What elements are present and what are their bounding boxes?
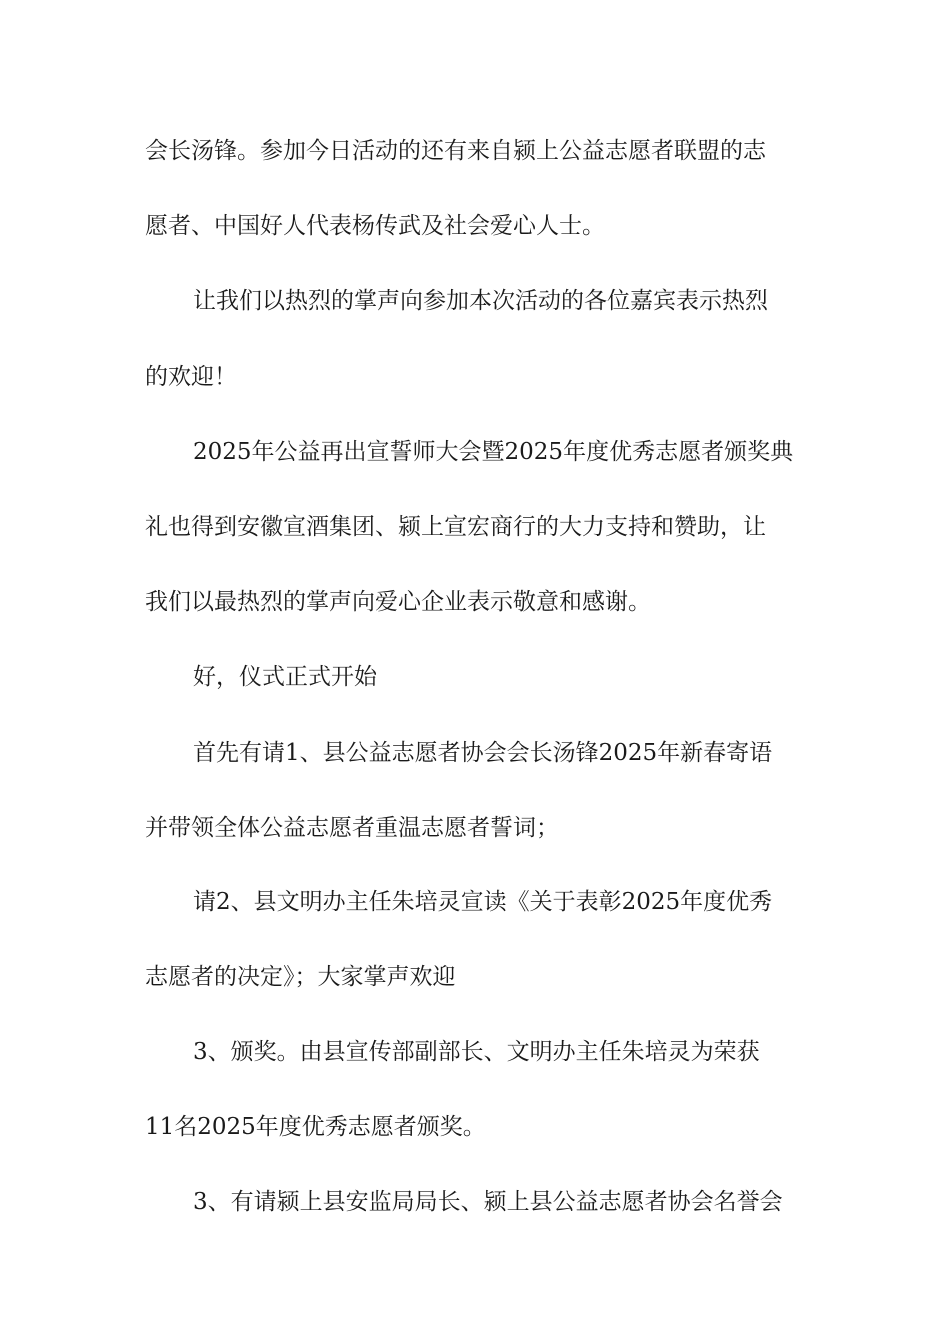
text-line-14: 11名2025年度优秀志愿者颁奖。 [145, 1114, 486, 1140]
text-line-11: 请2、县文明办主任朱培灵宣读《关于表彰2025年度优秀 [193, 889, 773, 915]
text-line-1: 会长汤锋。参加今日活动的还有来自颍上公益志愿者联盟的志 [145, 138, 766, 164]
text-line-2: 愿者、中国好人代表杨传武及社会爱心人士。 [145, 213, 605, 239]
text-line-13: 3、颁奖。由县宣传部副部长、文明办主任朱培灵为荣获 [193, 1039, 760, 1065]
text-line-4: 的欢迎！ [145, 364, 237, 390]
text-line-10: 并带领全体公益志愿者重温志愿者誓词； [145, 815, 559, 841]
text-line-12: 志愿者的决定》；大家掌声欢迎 [145, 964, 456, 990]
text-line-3: 让我们以热烈的掌声向参加本次活动的各位嘉宾表示热烈 [193, 288, 768, 314]
text-line-6: 礼也得到安徽宣酒集团、颍上宣宏商行的大力支持和赞助，让 [145, 514, 766, 540]
text-line-8: 好，仪式正式开始 [193, 664, 377, 690]
text-line-9: 首先有请1、县公益志愿者协会会长汤锋2025年新春寄语 [193, 740, 773, 766]
text-line-15: 3、有请颍上县安监局局长、颍上县公益志愿者协会名誉会 [193, 1189, 783, 1215]
text-line-5: 2025年公益再出宣誓师大会暨2025年度优秀志愿者颁奖典 [193, 439, 794, 465]
text-line-7: 我们以最热烈的掌声向爱心企业表示敬意和感谢。 [145, 589, 651, 615]
